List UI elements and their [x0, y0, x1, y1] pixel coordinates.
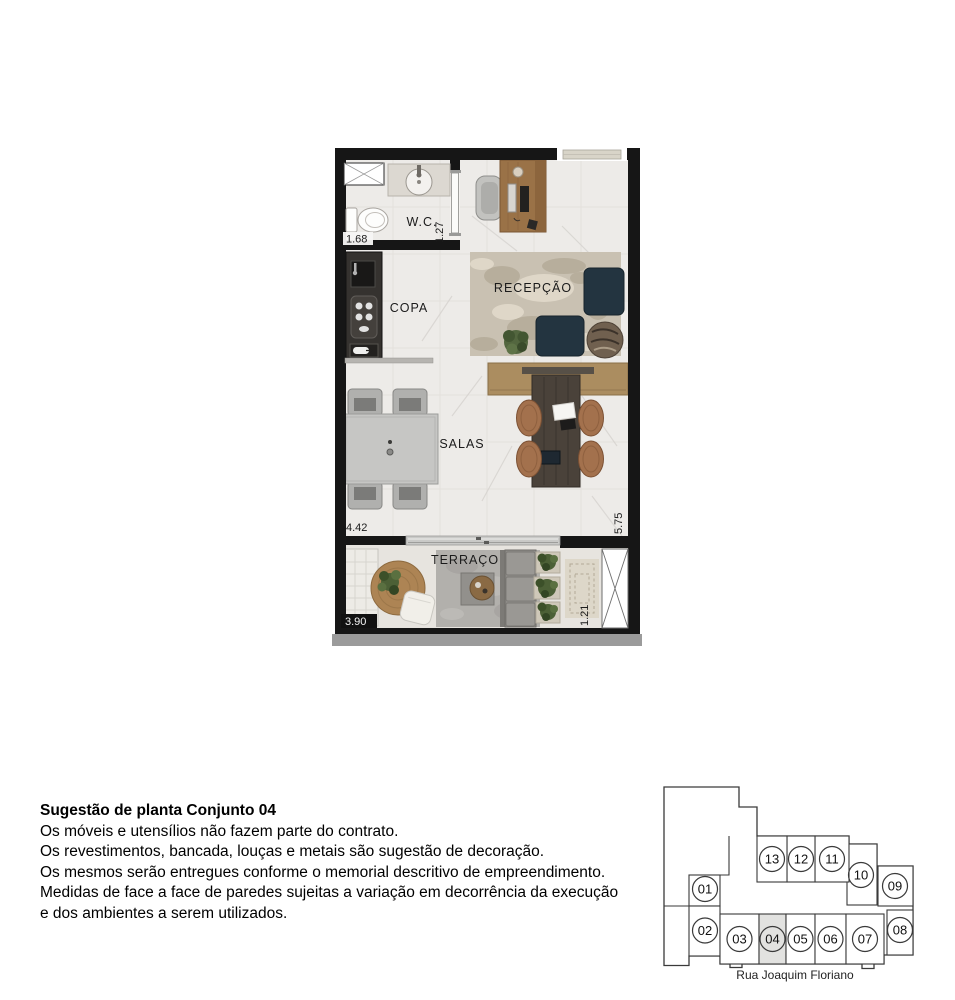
- dim-terraco-depth: 1.21: [579, 604, 591, 626]
- dim-terraco-width: 3.90: [345, 616, 367, 628]
- toilet-icon: [346, 208, 388, 232]
- unit-number: 07: [857, 931, 873, 947]
- room-label-terraco: TERRAÇO: [430, 553, 500, 567]
- unit-number: 09: [887, 878, 903, 894]
- unit-number: 13: [764, 851, 780, 867]
- dim-salas-width: 4.42: [346, 522, 368, 534]
- ottoman-icon: [461, 573, 494, 605]
- armchair-icon: [536, 316, 584, 356]
- room-label-copa: COPA: [389, 301, 429, 315]
- dim-wc-width: 1.68: [346, 233, 368, 246]
- terrace-window-icon: [602, 549, 628, 628]
- laptop-icon: [541, 451, 560, 464]
- room-label-salas: SALAS: [439, 437, 485, 451]
- unit-number: 06: [823, 931, 838, 947]
- disclaimer-line: Os mesmos serão entregues conforme o memorial descritivo de empreendimento.: [40, 863, 606, 881]
- disclaimer-line: Medidas de face a face de paredes sujeitas a variação em decorrência da execução: [40, 884, 619, 901]
- unit-number: 10: [853, 867, 869, 883]
- unit-number: 05: [793, 931, 808, 947]
- appliance-icon: [350, 344, 378, 357]
- unit-number: 08: [892, 922, 908, 938]
- key-plan-drawing: [662, 782, 954, 982]
- shaft-x-icon: [344, 163, 384, 185]
- plant-icon: [503, 330, 529, 355]
- disclaimer-block: [40, 801, 620, 924]
- copa-counter: [346, 252, 382, 358]
- plant-icon: [378, 570, 402, 595]
- dim-salas-depth: 5.75: [613, 512, 625, 534]
- unit-number: 03: [732, 931, 747, 947]
- dim-wc-depth: 1.27: [434, 221, 446, 243]
- floor-plan-drawing: [332, 146, 642, 646]
- room-label-recepcao: RECEPÇÃO: [493, 281, 573, 295]
- street-label: Rua Joaquim Floriano: [736, 968, 854, 982]
- cooktop-icon: [351, 296, 377, 338]
- disclaimer-line: Os móveis e utensílios não fazem parte do contrato.: [40, 822, 399, 840]
- key-plan: [662, 782, 954, 982]
- slab-edge: [332, 634, 642, 646]
- unit-number: 11: [825, 851, 839, 867]
- plan-title: Sugestão de planta Conjunto 04: [40, 802, 276, 819]
- unit-number: 12: [793, 851, 809, 867]
- disclaimer-line: Os revestimentos, bancada, louças e metais são sugestão de decoração.: [40, 843, 545, 860]
- sink-icon: [388, 164, 450, 196]
- unit-number: 04: [765, 931, 780, 947]
- disclaimer-line: e dos ambientes a serem utilizados.: [40, 904, 288, 922]
- armchair-icon: [584, 268, 624, 315]
- unit-number: 02: [697, 923, 713, 938]
- floor-plan: [332, 146, 642, 646]
- entry-door: [557, 148, 627, 161]
- room-label-wc: W.C.: [406, 215, 438, 229]
- sliding-door-icon: [406, 536, 560, 545]
- pouf-icon: [587, 322, 623, 358]
- wc-door-icon: [449, 170, 461, 240]
- sofa-icon: [500, 550, 536, 627]
- planter-icon: [534, 552, 560, 623]
- unit-number: 01: [697, 881, 713, 897]
- low-cabinet: [345, 358, 433, 363]
